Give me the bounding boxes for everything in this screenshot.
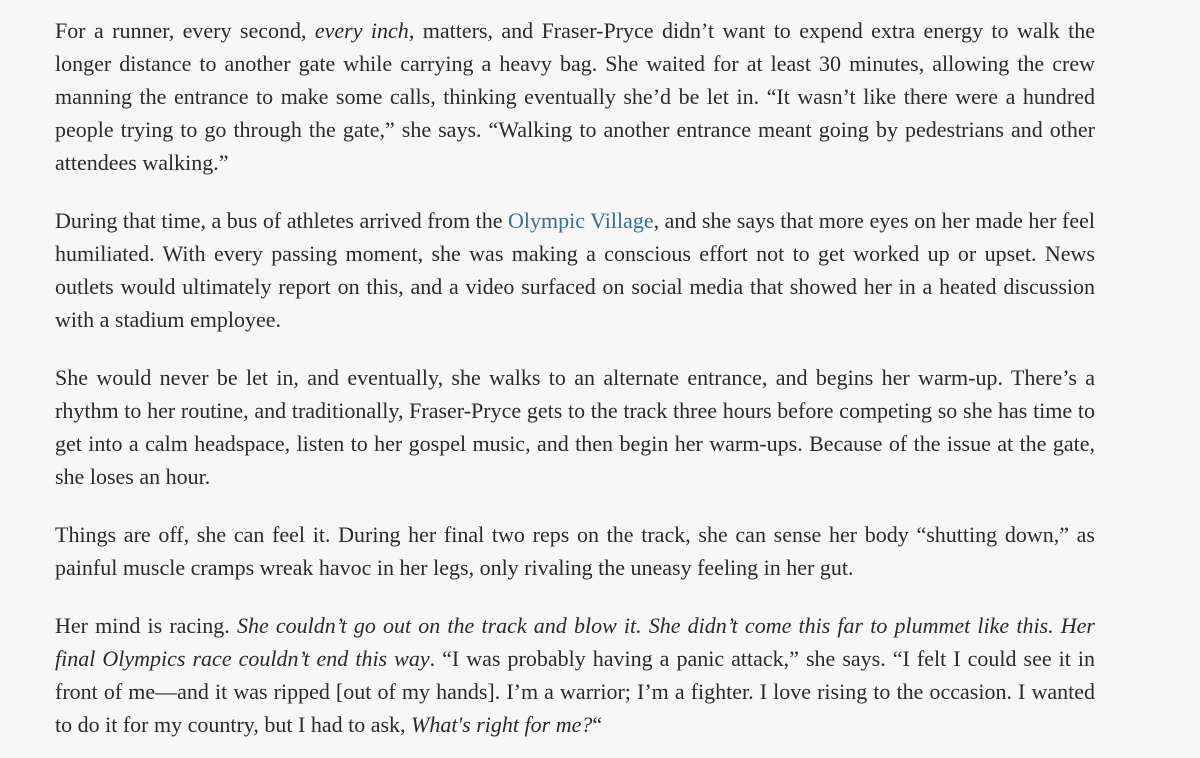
paragraph-5-emphasis-1: She couldn’t go out on the track and blow it. She didn’t come this far to plummet like this. Her final Olympics race couldn’t end this way: [55, 613, 1095, 671]
paragraph-1-text-b: , matters, and Fraser-Pryce didn’t want to expend extra energy to walk the longer distance to another gate while carrying a heavy bag. She waited for at least 30 minutes, allowing the crew manning the entrance to make some calls, thinking eventually she’d be let in. “It wasn’t like there were a hundred people trying to go through the gate,” she says. “Walking to another entrance meant going by pedestrians and other attendees walking.”: [55, 18, 1096, 175]
paragraph-5-text-a: Her mind is racing.: [55, 613, 237, 638]
paragraph-2: [55, 204, 1095, 336]
paragraph-2-text-a: During that time, a bus of athletes arrived from the: [55, 208, 509, 233]
paragraph-2-text-b: , and she says that more eyes on her made her feel humiliated. With every passing moment, she was making a conscious effort not to get worked up or upset. News outlets would ultimately report on this, and a video surfaced on social media that showed her in a heated discussion with a stadium employee.: [55, 208, 1095, 332]
paragraph-4: Things are off, she can feel it. During her final two reps on the track, she can sense her body “shutting down,” as painful muscle cramps wreak havoc in her legs, only rivaling the uneasy feeling in her gut.: [55, 522, 1095, 580]
paragraph-1-emphasis: every inch: [314, 18, 409, 43]
paragraph-5-emphasis-2: What's right for me?: [411, 712, 593, 737]
paragraph-1: [55, 14, 1095, 179]
paragraph-5-text-c: “: [592, 712, 603, 737]
olympic-village-link[interactable]: Olympic Village: [508, 208, 654, 233]
paragraph-5: [55, 609, 1095, 741]
paragraph-5-text-b: . “I was probably having a panic attack,” she says. “I felt I could see it in front of me—and it was ripped [out of my hands]. I’m a warrior; I’m a fighter. I love rising to the occasion. I wanted to do it for my country, but I had to ask,: [55, 646, 1096, 737]
paragraph-3: She would never be let in, and eventually, she walks to an alternate entrance, and begins her warm-up. There’s a rhythm to her routine, and traditionally, Fraser-Pryce gets to the track three hours before competing so she has time to get into a calm headspace, listen to her gospel music, and then begin her warm-ups. Because of the issue at the gate, she loses an hour.: [55, 365, 1095, 489]
paragraph-1-text-a: For a runner, every second,: [55, 18, 315, 43]
article-body: [55, 14, 1095, 741]
